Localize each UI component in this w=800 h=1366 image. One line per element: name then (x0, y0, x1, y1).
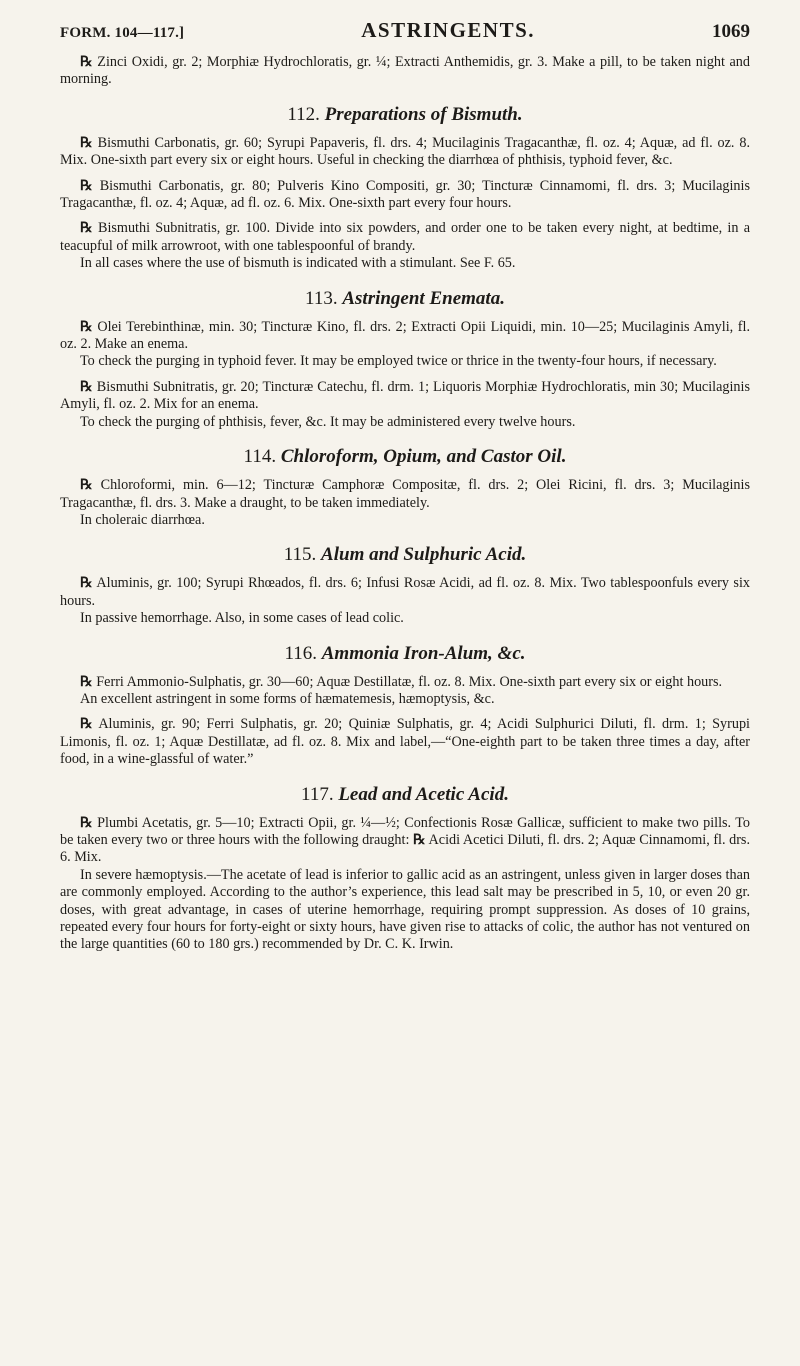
usage-note: In all cases where the use of bismuth is indicated with a stimulant. See F. 65. (80, 255, 516, 272)
section-title: Chloroform, Opium, and Castor Oil. (280, 446, 567, 468)
usage-note: In passive hemorrhage. Also, in some cases of lead colic. (80, 610, 404, 627)
prescription-text: Bismuthi Subnitratis, gr. 100. Divide into six powders, and order one to be taken every night, at bedtime, in a teacupful of milk arrowroot, with one tablespoonful of brandy. (60, 220, 750, 254)
prescription-text: Bismuthi Carbonatis, gr. 60; Syrupi Papaveris, fl. drs. 4; Mucilaginis Tragacanthæ, fl. oz. 4; Aquæ, ad fl. oz. 8. Mix. One-sixth part every six or eight hours. Useful in checking the diarrhœa of phthisis, typhoid fever, &c. (60, 134, 750, 169)
prescription-text: Bismuthi Carbonatis, gr. 80; Pulveris Kino Compositi, gr. 30; Tincturæ Cinnamomi, fl. drs. 3; Mucilaginis Tragacanthæ, fl. oz. 4; Aquæ, ad fl. oz. 6. Mix. One-sixth part every four hours. (60, 177, 750, 212)
rx-symbol: ℞ (80, 575, 93, 592)
section-heading-112 (60, 104, 750, 126)
section-title: Ammonia Iron-Alum, &c. (321, 642, 526, 664)
section-heading-117 (60, 784, 750, 806)
rx-symbol: ℞ (80, 716, 93, 733)
section-title: Lead and Acetic Acid. (338, 783, 509, 805)
prescription-text: Chloroformi, min. 6—12; Tincturæ Camphoræ Compositæ, fl. drs. 2; Olei Ricini, fl. drs. 3; Mucilaginis Tragacanthæ, fl. drs. 3. Make a draught, to be taken immediately. (60, 477, 750, 511)
formula-range: FORM. 104—117.] (60, 25, 185, 41)
section-heading-114 (60, 446, 750, 468)
rx-symbol: ℞ (80, 378, 93, 395)
prescription (60, 674, 750, 691)
prescription (60, 815, 750, 867)
chapter-title: ASTRINGENTS. (361, 18, 536, 42)
prescription (60, 716, 750, 768)
section-heading-115 (60, 544, 750, 566)
prescription-text: Acidi Acetici Diluti, fl. drs. 2; Aquæ Cinnamomi, fl. drs. 6. Mix. (60, 831, 750, 866)
rx-symbol: ℞ (80, 177, 93, 194)
page-number: 1069 (712, 21, 750, 42)
rx-symbol: ℞ (80, 814, 93, 831)
prescription-text: Aluminis, gr. 90; Ferri Sulphatis, gr. 20; Quiniæ Sulphatis, gr. 4; Acidi Sulphurici Diluti, fl. drm. 1; Syrupi Limonis, fl. oz. 1; Aquæ Destillatæ, ad fl. oz. 8. Mix and label,—“One-eighth part to be taken three times a day, after food, in a wine-glassful of water.” (60, 716, 750, 768)
usage-note: In severe hæmoptysis.—The acetate of lead is inferior to gallic acid as an astringent, unless given in larger doses than are commonly employed. According to the author’s experience, this lead salt may be prescribed in 5, 10, or even 20 gr. doses, with great advantage, in cases of uterine hemorrhage, requiring prompt suppression. As doses of 10 grains, repeated every four hours for forty-eight or sixty hours, have given rise to attacks of colic, the author has not ventured on the large quantities (60 to 180 grs.) recommended by Dr. C. K. Irwin. (60, 866, 750, 953)
section-number: 113. (305, 287, 338, 309)
section-title: Preparations of Bismuth. (324, 103, 523, 125)
usage-note: An excellent astringent in some forms of hæmatemesis, hæmoptysis, &c. (80, 690, 495, 707)
prescription (60, 575, 750, 610)
section-number: 115. (283, 544, 317, 566)
section-number: 112. (287, 103, 320, 125)
prescription (60, 220, 750, 255)
section-number: 117. (301, 783, 334, 805)
prescription (60, 135, 750, 170)
rx-symbol: ℞ (80, 220, 93, 237)
usage-note: To check the purging in typhoid fever. It may be employed twice or thrice in the twenty-four hours, if necessary. (80, 353, 717, 370)
section-number: 116. (284, 642, 317, 664)
section-title: Astringent Enemata. (342, 287, 505, 309)
usage-note: In choleraic diarrhœa. (80, 511, 205, 528)
rx-symbol: ℞ (80, 134, 93, 151)
prescription-text: Aluminis, gr. 100; Syrupi Rhœados, fl. drs. 6; Infusi Rosæ Acidi, ad fl. oz. 8. Mix. Two tablespoonfuls every six hours. (60, 575, 750, 609)
prescription-zinc (60, 54, 750, 89)
rx-symbol: ℞ (80, 673, 93, 690)
rx-symbol: ℞ (80, 54, 93, 70)
running-head (60, 18, 750, 54)
section-number: 114. (243, 446, 277, 468)
rx-symbol: ℞ (80, 318, 93, 335)
prescription-text: Ferri Ammonio-Sulphatis, gr. 30—60; Aquæ Destillatæ, fl. oz. 8. Mix. One-sixth part every six or eight hours. (92, 673, 723, 690)
usage-note: To check the purging of phthisis, fever, &c. It may be administered every twelve hours. (80, 413, 576, 430)
prescription (60, 319, 750, 354)
rx-symbol: ℞ (413, 831, 426, 848)
prescription (60, 178, 750, 213)
prescription-text: Olei Terebinthinæ, min. 30; Tincturæ Kino, fl. drs. 2; Extracti Opii Liquidi, min. 10—25; Mucilaginis Amyli, fl. oz. 2. Make an enema. (60, 318, 750, 353)
section-title: Alum and Sulphuric Acid. (321, 544, 527, 566)
section-heading-116 (60, 643, 750, 665)
section-heading-113 (60, 288, 750, 310)
rx-symbol: ℞ (80, 477, 93, 494)
prescription-text: Zinci Oxidi, gr. 2; Morphiæ Hydrochloratis, gr. ¼; Extracti Anthemidis, gr. 3. Make a pill, to be taken night and morning. (60, 54, 750, 88)
prescription-text: Plumbi Acetatis, gr. 5—10; Extracti Opii, gr. ¼—½; Confectionis Rosæ Gallicæ, sufficient to make two pills. To be taken every two or three hours with the following draught: (60, 814, 750, 848)
prescription (60, 477, 750, 512)
prescription (60, 379, 750, 414)
prescription-text: Bismuthi Subnitratis, gr. 20; Tincturæ Catechu, fl. drm. 1; Liquoris Morphiæ Hydrochloratis, min 30; Mucilaginis Amyli, fl. oz. 2. Mix for an enema. (60, 378, 750, 413)
